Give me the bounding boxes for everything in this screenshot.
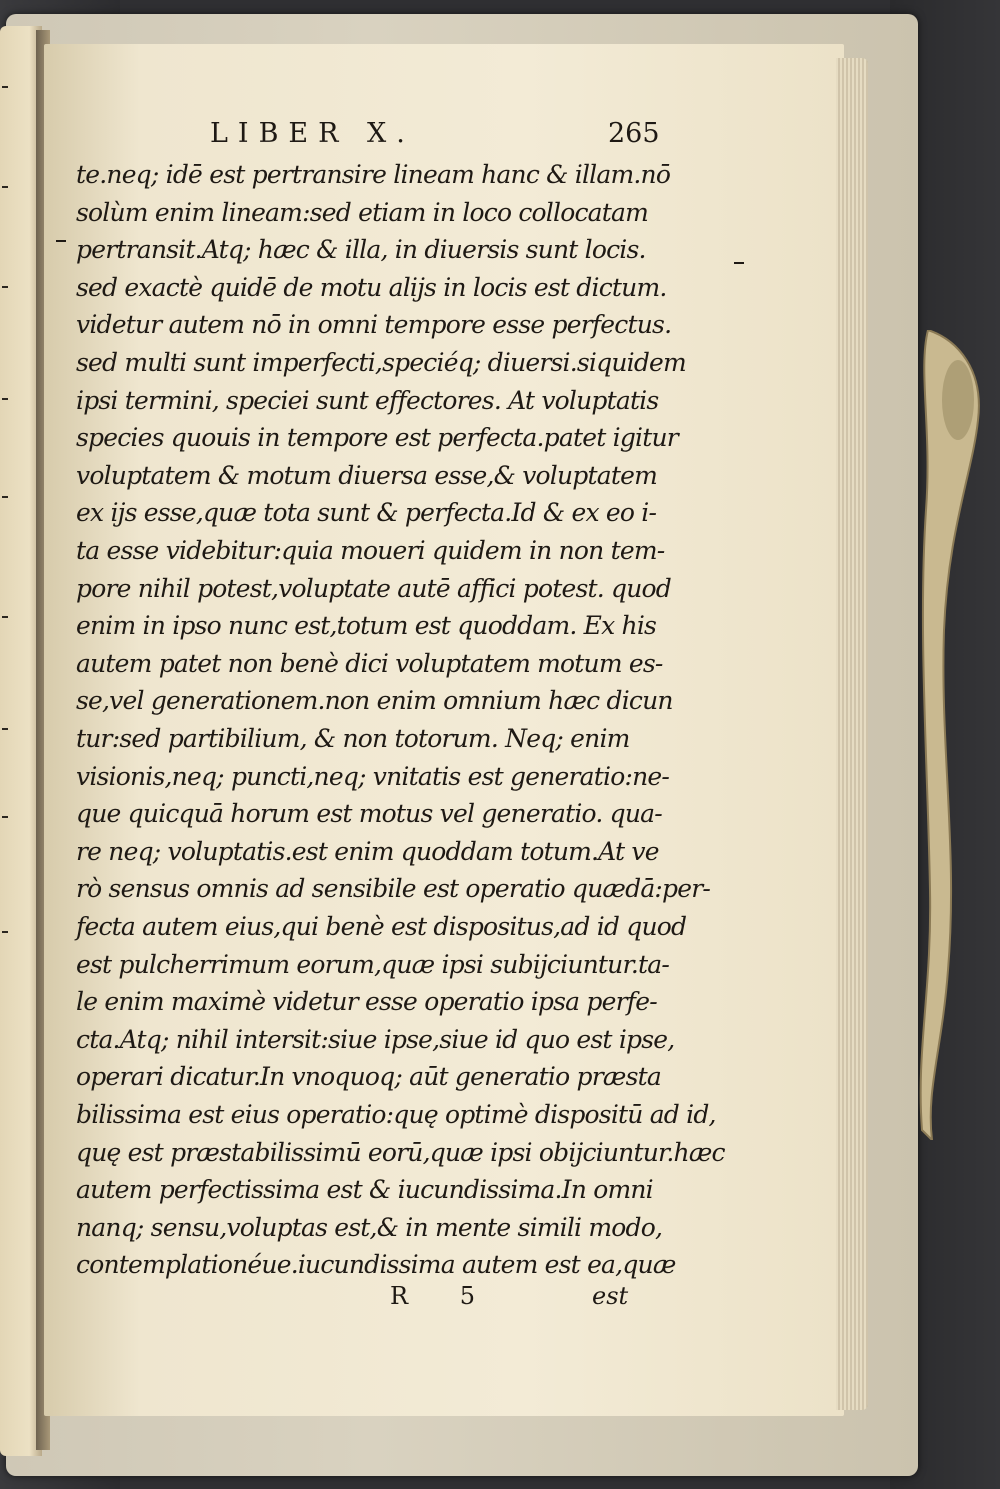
text-line: solùm enim lineam:sed etiam in loco collocatam bbox=[76, 197, 649, 227]
text-line: que quicquā horum est motus vel generatio. qua- bbox=[76, 799, 662, 829]
text-line: sed exactè quidē de motu alijs in locis est dictum. bbox=[76, 272, 667, 302]
signature-mark: R 5 bbox=[390, 1282, 497, 1310]
text-line: enim in ipso nunc est,totum est quoddam. Ex his bbox=[76, 611, 657, 641]
page-fore-edge bbox=[836, 58, 868, 1410]
margin-mark-right bbox=[734, 262, 744, 264]
text-line: sed multi sunt imperfecti,speciéq; diuersi.siquidem bbox=[76, 348, 686, 377]
text-line: autem perfectissima est & iucundissima.In omni bbox=[76, 1175, 653, 1205]
text-line: le enim maximè videtur esse operatio ipsa perfe- bbox=[76, 987, 657, 1017]
text-line: ta esse videbitur:quia moueri quidem in non tem- bbox=[76, 536, 665, 565]
running-title: LIBER X. bbox=[210, 118, 415, 149]
page-number: 265 bbox=[608, 118, 660, 149]
text-line: contemplationéue.iucundissima autem est ea,quæ bbox=[76, 1250, 676, 1280]
text-line: est pulcherrimum eorum,quæ ipsi subijciuntur.ta- bbox=[76, 949, 670, 979]
text-line: visionis,neq; puncti,neq; vnitatis est generatio:ne- bbox=[76, 761, 670, 791]
text-line: ex ijs esse,quæ tota sunt & perfecta.Id & ex eo i- bbox=[76, 498, 657, 528]
running-head bbox=[210, 118, 710, 154]
text-line: bilissima est eius operatio:quę optimè dispositū ad id, bbox=[76, 1100, 716, 1129]
text-line: videtur autem nō in omni tempore esse perfectus. bbox=[76, 310, 672, 340]
text-line: fecta autem eius,qui benè est dispositus,ad id quod bbox=[76, 912, 687, 941]
text-line: operari dicatur.In vnoquoq; aūt generatio præsta bbox=[76, 1062, 661, 1092]
text-line: pore nihil potest,voluptate autē affici potest. quod bbox=[76, 573, 671, 603]
text-line: voluptatem & motum diuersa esse,& voluptatem bbox=[76, 460, 657, 490]
text-line: quę est præstabilissimū eorū,quæ ipsi obijciuntur.hæc bbox=[76, 1137, 725, 1167]
text-line: se,vel generationem.non enim omnium hæc dicun bbox=[76, 686, 673, 716]
text-line: ipsi termini, speciei sunt effectores. At voluptatis bbox=[76, 385, 659, 415]
text-line: species quouis in tempore est perfecta.patet igitur bbox=[76, 423, 678, 453]
text-line: cta.Atq; nihil intersit:siue ipse,siue id quo est ipse, bbox=[76, 1024, 675, 1054]
catchword: est bbox=[592, 1282, 629, 1310]
left-page-text-fragments bbox=[0, 26, 12, 1456]
text-line: tur:sed partibilium, & non totorum. Neq; enim bbox=[76, 724, 630, 753]
text-line: pertransit.Atq; hæc & illa, in diuersis sunt locis. bbox=[76, 235, 646, 265]
text-line: rò sensus omnis ad sensibile est operatio quædā:per- bbox=[76, 874, 711, 904]
binding-tie bbox=[918, 330, 984, 1140]
margin-mark-left bbox=[56, 240, 66, 242]
text-line: te.neq; idē est pertransire lineam hanc & illam.nō bbox=[76, 160, 671, 189]
binding-tie-strap bbox=[921, 330, 979, 1140]
text-line: autem patet non benè dici voluptatem motum es- bbox=[76, 648, 663, 678]
binding-tie-knot bbox=[942, 360, 974, 440]
text-line: re neq; voluptatis.est enim quoddam totum.At ve bbox=[76, 836, 659, 866]
text-line: nanq; sensu,voluptas est,& in mente simili modo, bbox=[76, 1212, 663, 1242]
